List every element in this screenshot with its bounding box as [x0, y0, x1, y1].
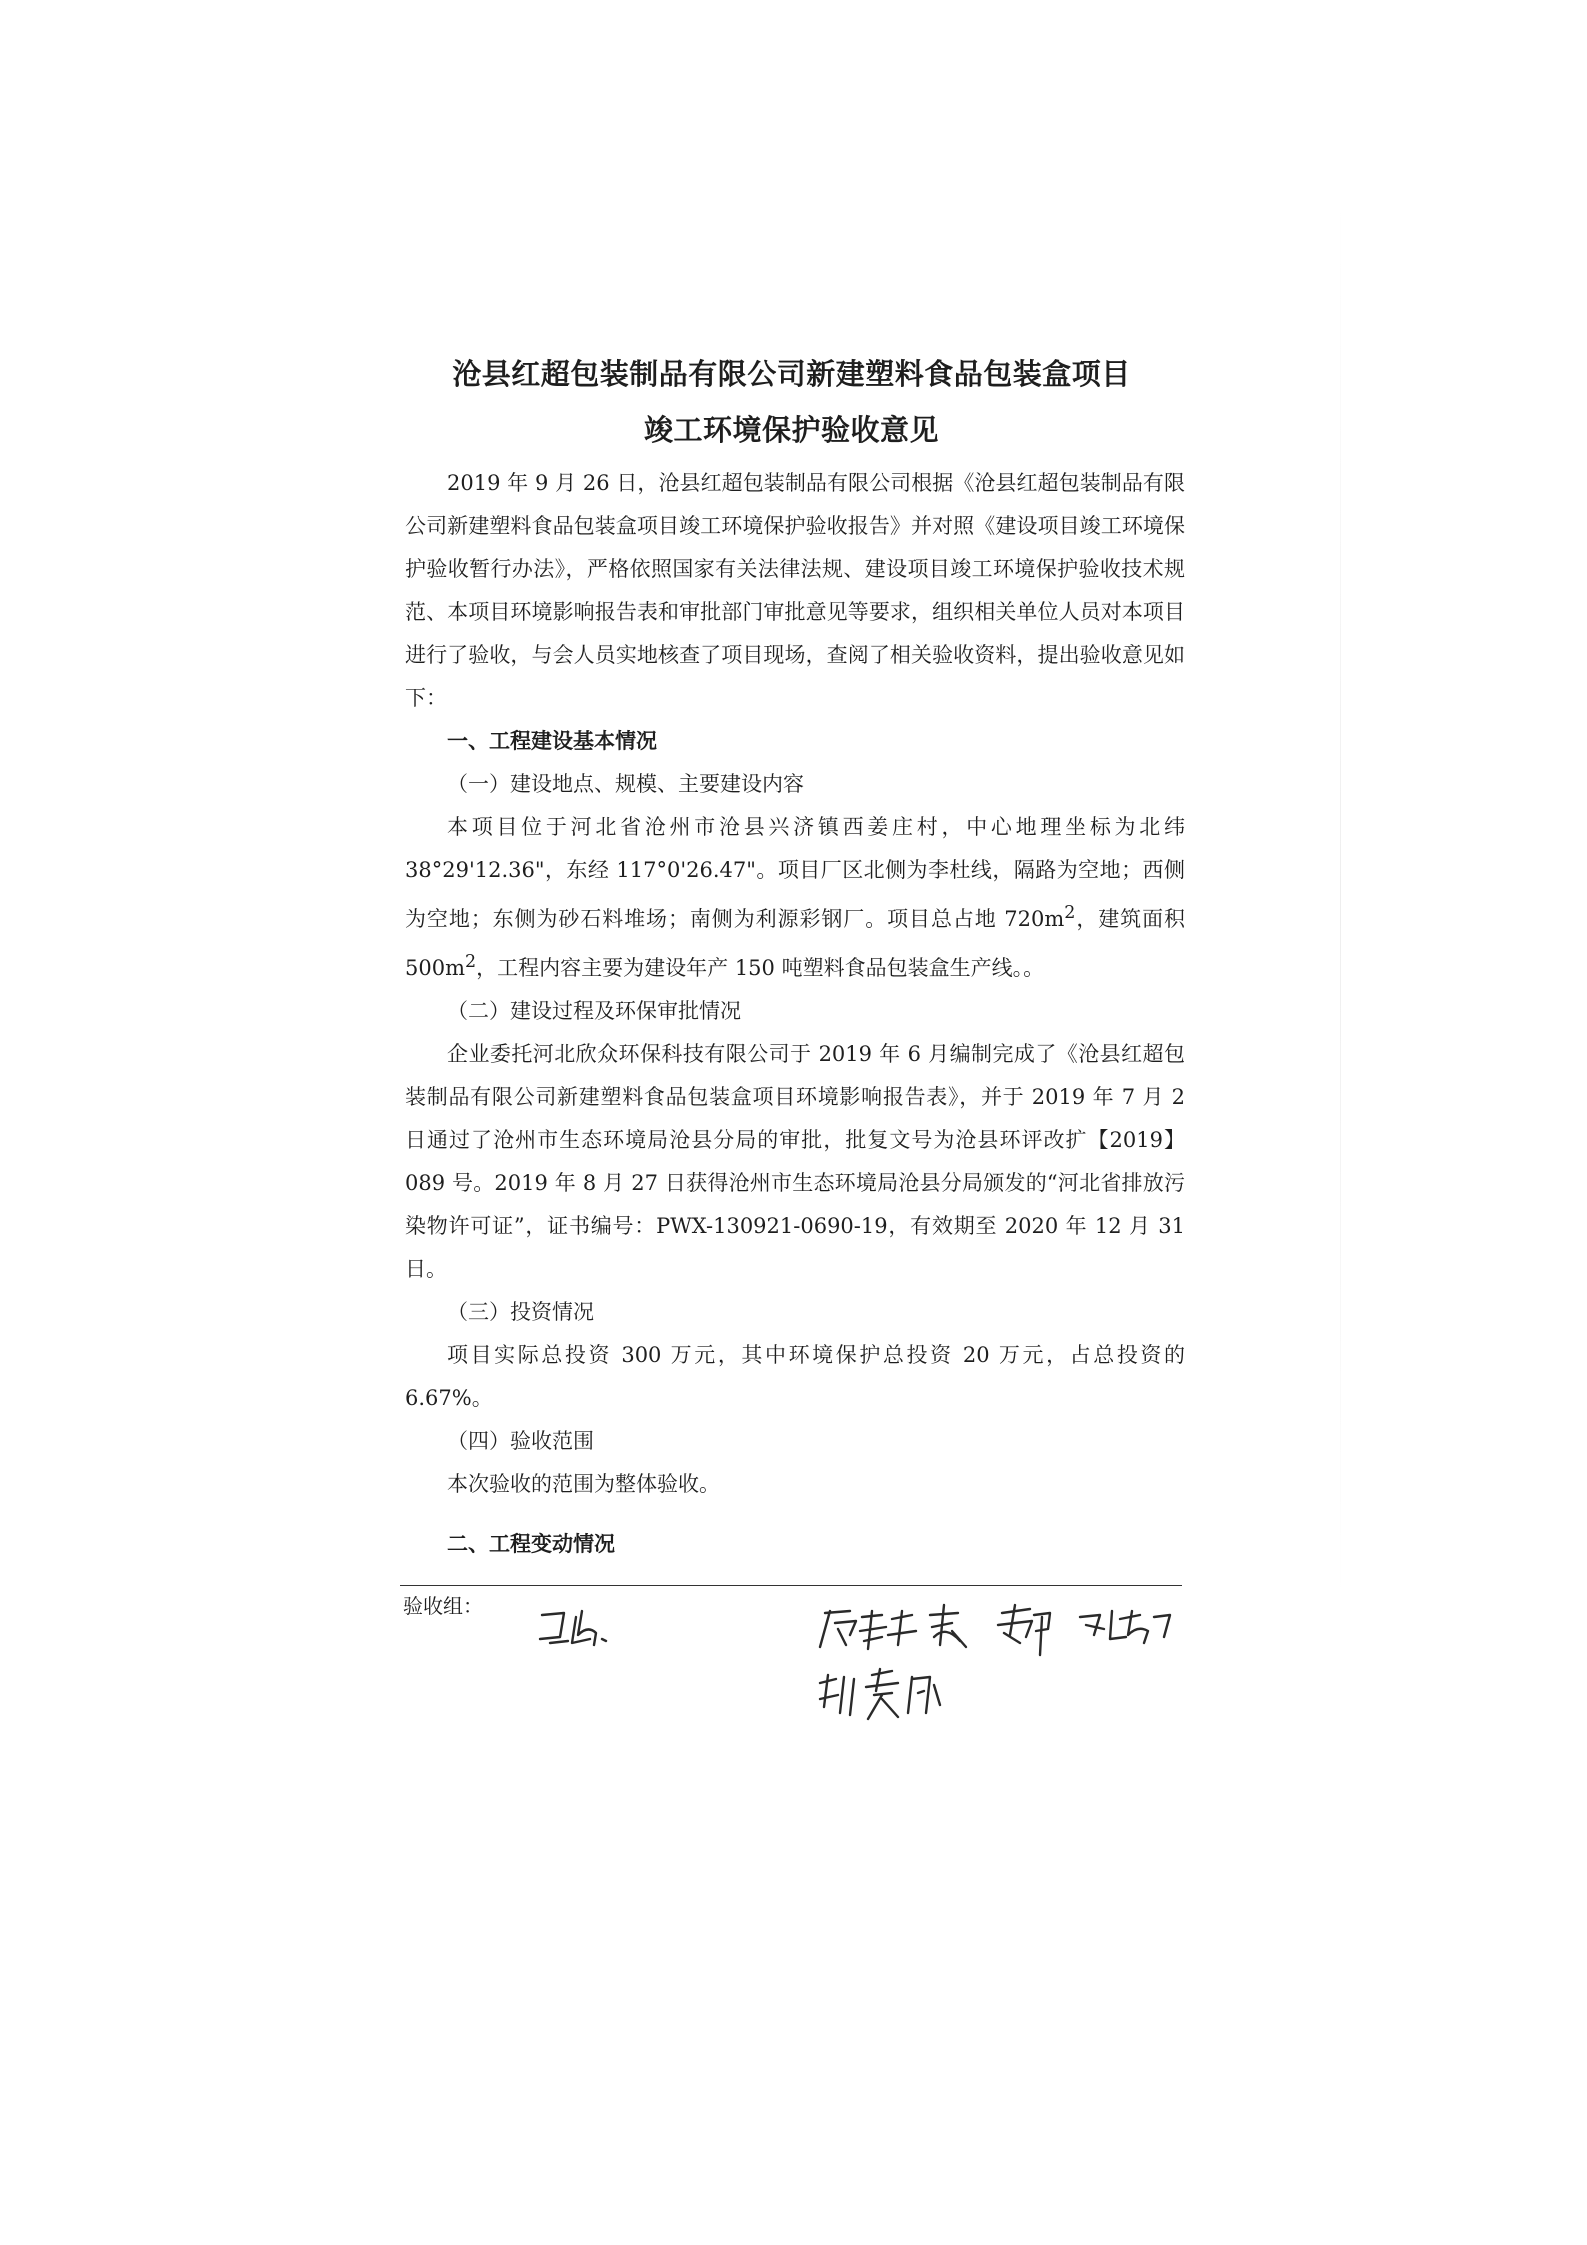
signature-1	[540, 1611, 606, 1645]
document-title-line1: 沧县红超包装制品有限公司新建塑料食品包装盒项目	[452, 357, 1131, 391]
signature-2	[820, 1611, 916, 1649]
sub1-superscript-a: 2	[1064, 903, 1076, 923]
scan-edge-shadow	[1340, 200, 1341, 1600]
intro-paragraph: 2019 年 9 月 26 日，沧县红超包装制品有限公司根据《沧县红超包装制品有限公司新建塑料食品包装盒项目竣工环境保护验收报告》并对照《建设项目竣工环境保护验收暂行办法》，严格依照国家有关法律法规、建设项目竣工环境保护验收技术规范、本项目环境影响报告表和审批部门审批意见等要求，组织相关单位人员对本项目进行了验收，与会人员实地核查了项目现场，查阅了相关验收资料，提出验收意见如下：	[405, 471, 1185, 710]
signature-5	[1080, 1611, 1170, 1643]
document-body	[405, 462, 1185, 1506]
sub1-text-b: ，建筑面积 500m	[405, 907, 1186, 980]
sub3-paragraph: 项目实际总投资 300 万元，其中环境保护总投资 20 万元，占总投资的 6.67%。	[405, 1343, 1185, 1410]
sub1-superscript-b: 2	[465, 952, 477, 972]
sub2-paragraph: 企业委托河北欣众环保科技有限公司于 2019 年 6 月编制完成了《沧县红超包装制品有限公司新建塑料食品包装盒项目环境影响报告表》，并于 2019 年 7 月 2 日通过了沧州市生态环境局沧县分局的审批，批复文号为沧县环评改扩【2019】089 号。2019 年 8 月 27 日获得沧州市生态环境局沧县分局颁发的“河北省排放污染物许可证”，证书编号：PWX-130921-0690-19，有效期至 2020 年 12 月 31 日。	[405, 1042, 1185, 1281]
sub4-heading: （四）验收范围	[447, 1429, 594, 1453]
signature-6	[820, 1669, 940, 1719]
sub2-heading: （二）建设过程及环保审批情况	[447, 999, 741, 1023]
sub1-heading: （一）建设地点、规模、主要建设内容	[447, 772, 804, 796]
signature-divider	[400, 1585, 1182, 1586]
handwritten-signatures	[520, 1595, 1240, 1745]
sub3-heading: （三）投资情况	[447, 1300, 594, 1324]
sub1-text-c: ，工程内容主要为建设年产 150 吨塑料食品包装盒生产线。。	[476, 956, 1045, 980]
sub1-paragraph	[405, 806, 1185, 990]
section1-heading: 一、工程建设基本情况	[447, 729, 657, 753]
document-title-line2: 竣工环境保护验收意见	[643, 413, 939, 447]
acceptance-group-label: 验收组：	[403, 1594, 483, 1618]
signature-4	[998, 1605, 1050, 1655]
signature-3	[930, 1605, 966, 1647]
section2-heading: 二、工程变动情况	[447, 1532, 615, 1556]
sub1-text-a: 本项目位于河北省沧州市沧县兴济镇西姜庄村，中心地理坐标为北纬 38°29'12.36"，东经 117°0'26.47"。项目厂区北侧为李杜线，隔路为空地；西侧为空地；东侧为砂石料堆场；南侧为利源彩钢厂。项目总占地 720m	[405, 815, 1185, 931]
sub4-paragraph: 本次验收的范围为整体验收。	[447, 1472, 720, 1496]
